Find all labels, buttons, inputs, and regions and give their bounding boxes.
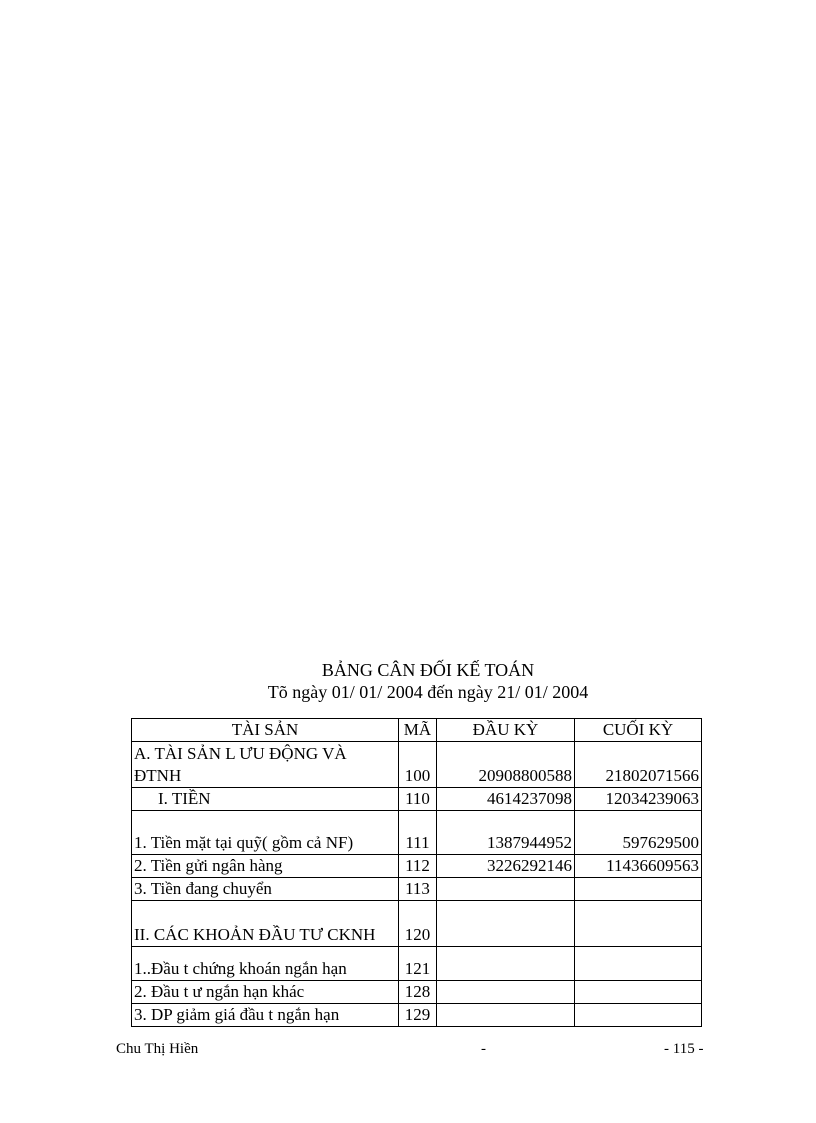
row-begin: 4614237098 bbox=[437, 788, 575, 811]
row-name: 1..Đầu t chứng khoán ngắn hạn bbox=[132, 947, 399, 981]
row-begin bbox=[437, 1004, 575, 1027]
row-name: 1. Tiền mặt tại quỹ( gồm cả NF) bbox=[132, 811, 399, 855]
row-code: 111 bbox=[399, 811, 437, 855]
document-subtitle: Tõ ngày 01/ 01/ 2004 đến ngày 21/ 01/ 2004 bbox=[267, 682, 589, 702]
table-row bbox=[132, 947, 702, 981]
row-begin: 3226292146 bbox=[437, 855, 575, 878]
row-code: 113 bbox=[399, 878, 437, 901]
header-asset: TÀI SẢN bbox=[132, 719, 399, 742]
row-name: I. TIỀN bbox=[132, 788, 399, 811]
row-name: 3. Tiền đang chuyển bbox=[132, 878, 399, 901]
row-begin bbox=[437, 878, 575, 901]
row-end bbox=[575, 981, 702, 1004]
footer-separator: - bbox=[481, 1041, 486, 1057]
footer-author: Chu Thị Hiền bbox=[116, 1041, 199, 1057]
row-end bbox=[575, 947, 702, 981]
row-end: 11436609563 bbox=[575, 855, 702, 878]
row-name: 2. Tiền gửi ngân hàng bbox=[132, 855, 399, 878]
header-end: CUỐI KỲ bbox=[575, 719, 702, 742]
row-end: 21802071566 bbox=[575, 742, 702, 788]
row-begin: 1387944952 bbox=[437, 811, 575, 855]
header-code: MÃ bbox=[399, 719, 437, 742]
row-begin bbox=[437, 901, 575, 947]
row-end bbox=[575, 1004, 702, 1027]
table-row bbox=[132, 742, 702, 788]
balance-sheet-table bbox=[131, 718, 702, 1027]
row-code: 129 bbox=[399, 1004, 437, 1027]
table-row bbox=[132, 901, 702, 947]
row-code: 121 bbox=[399, 947, 437, 981]
header-begin: ĐẦU KỲ bbox=[437, 719, 575, 742]
row-name: 2. Đầu t ư ngắn hạn khác bbox=[132, 981, 399, 1004]
row-name: II. CÁC KHOẢN ĐẦU TƯ CKNH bbox=[132, 901, 399, 947]
row-end: 12034239063 bbox=[575, 788, 702, 811]
row-end bbox=[575, 901, 702, 947]
row-end bbox=[575, 878, 702, 901]
row-name: A. TÀI SẢN L ƯU ĐỘNG VÀ ĐTNH bbox=[132, 742, 399, 788]
table-row bbox=[132, 811, 702, 855]
table-row bbox=[132, 1004, 702, 1027]
row-end: 597629500 bbox=[575, 811, 702, 855]
table-row bbox=[132, 855, 702, 878]
table-row bbox=[132, 878, 702, 901]
row-name: 3. DP giảm giá đầu t ngắn hạn bbox=[132, 1004, 399, 1027]
table-header-row bbox=[132, 719, 702, 742]
footer-page-number: - 115 - bbox=[664, 1041, 704, 1057]
document-title: BẢNG CÂN ĐỐI KẾ TOÁN bbox=[321, 660, 535, 680]
row-code: 100 bbox=[399, 742, 437, 788]
table-row bbox=[132, 788, 702, 811]
row-code: 110 bbox=[399, 788, 437, 811]
row-begin bbox=[437, 981, 575, 1004]
table-row bbox=[132, 981, 702, 1004]
row-code: 112 bbox=[399, 855, 437, 878]
row-begin: 20908800588 bbox=[437, 742, 575, 788]
row-code: 128 bbox=[399, 981, 437, 1004]
row-begin bbox=[437, 947, 575, 981]
row-code: 120 bbox=[399, 901, 437, 947]
